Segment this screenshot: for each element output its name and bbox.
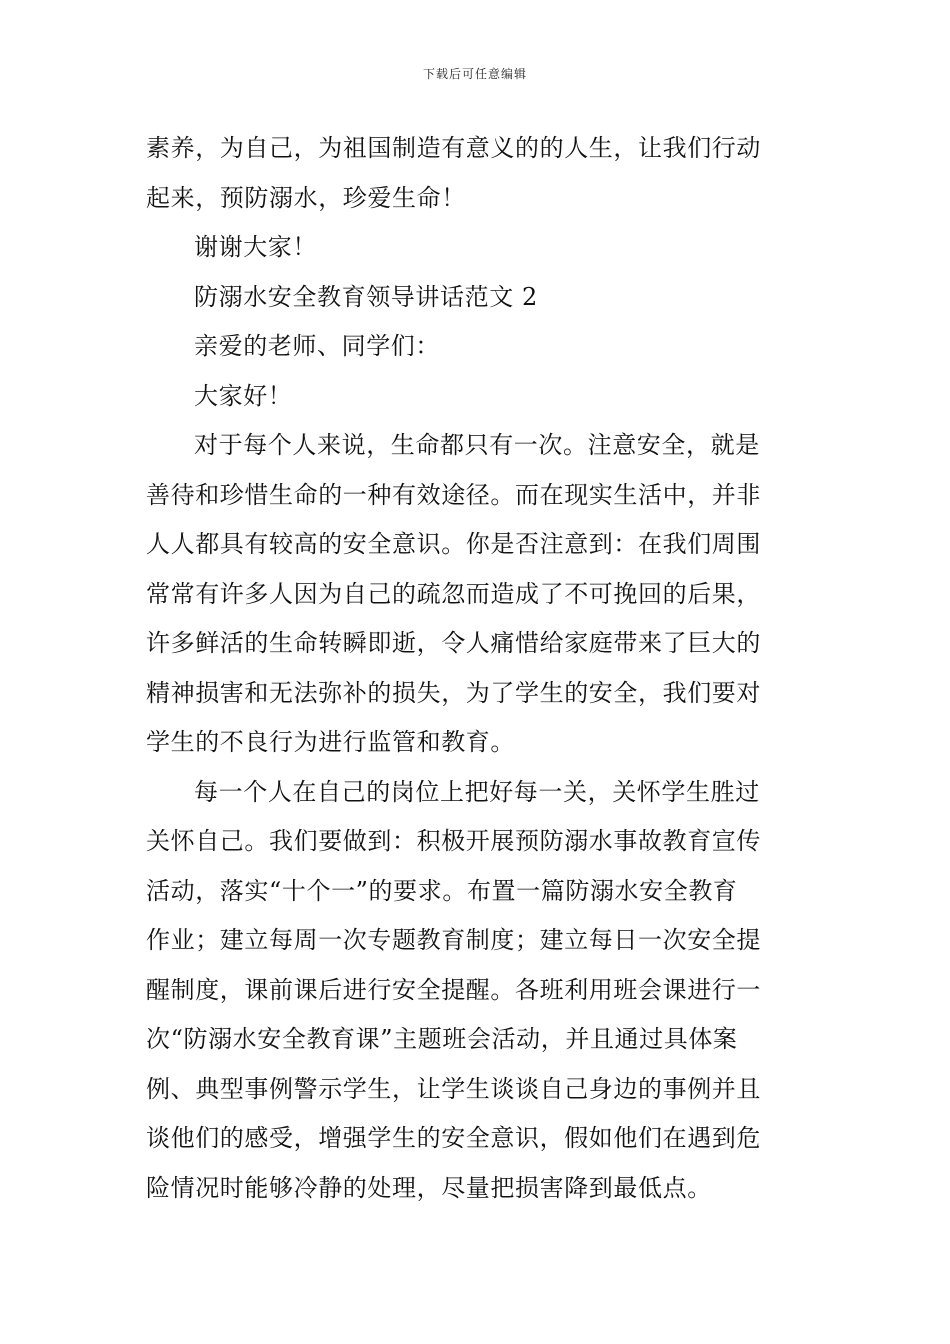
text-line: 每一个人在自己的岗位上把好每一关，关怀学生胜过 xyxy=(194,777,760,806)
paragraph xyxy=(146,768,808,1214)
text-line: 起来，预防溺水，珍爱生命！ xyxy=(146,183,466,212)
text-line: 谈他们的感受，增强学生的安全意识，假如他们在遇到危 xyxy=(146,1124,761,1152)
paragraph xyxy=(146,223,808,273)
text-line: 对于每个人来说，生命都只有一次。注意安全，就是 xyxy=(194,431,760,459)
paragraph xyxy=(146,124,808,223)
text-line: 精神损害和无法弥补的损失，为了学生的安全，我们要对 xyxy=(146,678,761,707)
page-header: 下载后可任意编辑 xyxy=(422,67,527,81)
text-line: 例、典型事例警示学生，让学生谈谈自己身边的事例并且 xyxy=(146,1074,761,1103)
text-line: 人人都具有较高的安全意识。你是否注意到：在我们周围 xyxy=(146,530,761,558)
text-line: 次“防溺水安全教育课”主题班会活动，并且通过具体案 xyxy=(146,1025,738,1053)
paragraph xyxy=(146,273,808,323)
text-line: 大家好！ xyxy=(194,381,293,410)
document-body xyxy=(146,124,808,1213)
text-line: 谢谢大家！ xyxy=(194,233,317,261)
paragraph xyxy=(146,322,808,372)
text-line: 作业；建立每周一次专题教育制度；建立每日一次安全提 xyxy=(146,926,761,954)
text-line: 防溺水安全教育领导讲话范文 2 xyxy=(194,282,538,311)
text-line: 许多鲜活的生命转瞬即逝，令人痛惜给家庭带来了巨大的 xyxy=(146,629,761,657)
text-line: 学生的不良行为进行监管和教育。 xyxy=(146,728,515,756)
text-line: 善待和珍惜生命的一种有效途径。而在现实生活中，并非 xyxy=(146,480,761,509)
text-line: 亲爱的老师、同学们： xyxy=(194,332,440,360)
text-line: 险情况时能够冷静的处理，尽量把损害降到最低点。 xyxy=(146,1173,712,1202)
paragraph xyxy=(146,421,808,768)
paragraph xyxy=(146,372,808,422)
text-line: 常常有许多人因为自己的疏忽而造成了不可挽回的后果， xyxy=(146,579,761,608)
text-line: 醒制度，课前课后进行安全提醒。各班利用班会课进行一 xyxy=(146,975,761,1004)
text-line: 活动，落实“十个一”的要求。布置一篇防溺水安全教育 xyxy=(146,876,738,905)
text-line: 关怀自己。我们要做到：积极开展预防溺水事故教育宣传 xyxy=(146,827,761,855)
text-line: 素养，为自己，为祖国制造有意义的的人生，让我们行动 xyxy=(146,134,761,162)
